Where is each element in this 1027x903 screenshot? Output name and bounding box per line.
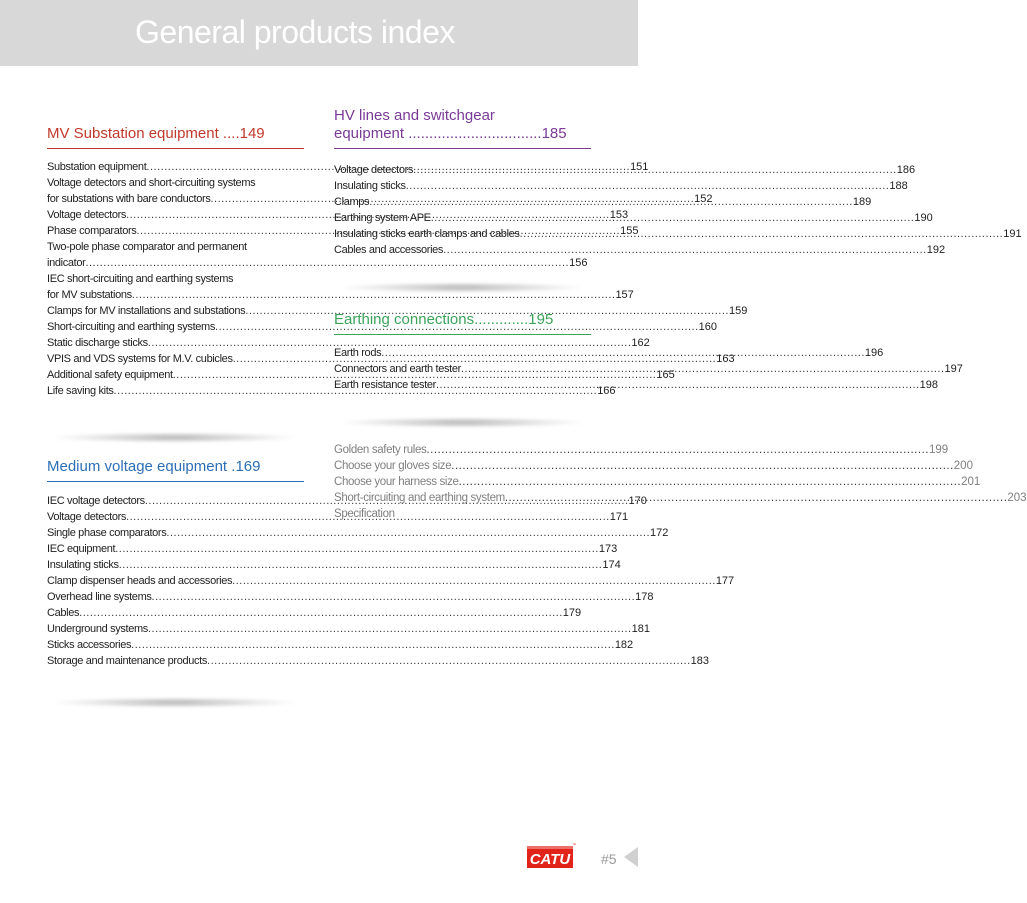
- index-entry-label: Single phase comparators: [47, 527, 167, 539]
- index-entry-label: for MV substations: [47, 289, 132, 301]
- section-title-hv-lines-line1[interactable]: HV lines and switchgear: [334, 107, 495, 124]
- dot-leader: [406, 178, 890, 194]
- dot-leader: [431, 210, 915, 226]
- index-entry[interactable]: [334, 178, 908, 194]
- dot-leader: [148, 621, 632, 637]
- index-entry-page: 191: [1003, 228, 1022, 240]
- index-entry-label: indicator: [47, 257, 86, 269]
- index-entry[interactable]: [47, 175, 304, 191]
- index-entry-page: 203: [1007, 492, 1027, 504]
- index-entry-page: 162: [631, 337, 650, 349]
- section-divider-shadow: [50, 434, 300, 441]
- index-entry-page: 177: [715, 575, 735, 587]
- index-entry[interactable]: [47, 653, 710, 669]
- index-entry-label: Insulating sticks earth clamps and cables: [334, 228, 520, 240]
- index-entry-label: Voltage detectors: [334, 164, 414, 176]
- index-entry[interactable]: [334, 458, 973, 474]
- section-divider-shadow: [337, 284, 587, 291]
- index-entry[interactable]: [47, 557, 621, 573]
- header-banner: [0, 0, 638, 66]
- index-entry-label: Insulating sticks: [47, 559, 119, 571]
- index-entry-label: Cables and accessories: [334, 244, 444, 256]
- index-entry[interactable]: [47, 271, 304, 287]
- index-entry-label: Phase comparators: [47, 225, 137, 237]
- index-entry-label: Earthing system APE: [334, 212, 431, 224]
- index-entry-label: Golden safety rules: [334, 444, 427, 456]
- page-title: General products index: [135, 14, 455, 50]
- dot-leader: [520, 226, 1004, 242]
- index-entry-label: Life saving kits: [47, 385, 114, 397]
- dot-leader: [426, 442, 929, 458]
- dot-leader: [79, 605, 563, 621]
- index-entry-label: Earth resistance tester: [334, 379, 436, 391]
- dot-leader: [505, 490, 1008, 506]
- index-entry-label: IEC equipment: [47, 543, 116, 555]
- section-title-hv-lines-line2[interactable]: equipment ................................185: [334, 125, 567, 142]
- index-entry[interactable]: [334, 474, 981, 490]
- index-entry-label: Voltage detectors: [47, 209, 127, 221]
- index-entry-label: Additional safety equipment: [47, 369, 173, 381]
- section-rule-medium-voltage: [47, 481, 304, 482]
- dot-leader: [207, 653, 691, 669]
- index-entry-label: Connectors and earth tester: [334, 363, 461, 375]
- index-entry-page: 198: [919, 379, 938, 391]
- index-entry-page: 157: [615, 289, 634, 301]
- section-rule-hv-lines: [334, 148, 591, 149]
- dot-leader: [131, 637, 615, 653]
- index-entry-page: 189: [852, 196, 872, 208]
- section-divider-shadow: [337, 419, 587, 426]
- index-entry-page: 166: [597, 385, 616, 397]
- index-entry[interactable]: [47, 303, 748, 319]
- index-entry[interactable]: [47, 621, 650, 637]
- index-entry-page: 197: [944, 363, 963, 375]
- index-entry-label: Sticks accessories: [47, 639, 132, 651]
- index-entry-page: 196: [864, 347, 884, 359]
- index-entry-page: 201: [961, 476, 981, 488]
- dot-leader: [115, 541, 599, 557]
- index-entry-page: 172: [650, 527, 669, 539]
- index-entry-page: 155: [620, 225, 639, 237]
- index-entry-page: 178: [635, 591, 654, 603]
- dot-leader: [166, 525, 650, 541]
- index-entry-label: Static discharge sticks: [47, 337, 148, 349]
- index-entry-page: 153: [609, 209, 629, 221]
- index-entry-page: 182: [614, 639, 634, 651]
- index-entry-page: 192: [926, 244, 946, 256]
- index-entry-page: 183: [690, 655, 710, 667]
- index-entry-label: VPIS and VDS systems for M.V. cubicles: [47, 353, 233, 365]
- section-rule-earthing: [334, 334, 591, 335]
- index-entry[interactable]: [334, 442, 949, 458]
- index-entry[interactable]: [334, 506, 591, 522]
- dot-leader: [152, 589, 636, 605]
- index-entry-label: Choose your gloves size: [334, 460, 452, 472]
- index-entry-page: 165: [656, 369, 675, 381]
- dot-leader: [413, 162, 897, 178]
- index-entry-label: IEC voltage detectors: [47, 495, 145, 507]
- index-entry[interactable]: [47, 239, 304, 255]
- index-entry-label: Substation equipment: [47, 161, 147, 173]
- svg-text:™: ™: [572, 842, 576, 847]
- index-entry[interactable]: [47, 255, 588, 271]
- index-entry-page: 190: [914, 212, 933, 224]
- index-entry-label: Insulating sticks: [334, 180, 406, 192]
- section-title-mv-substation[interactable]: MV Substation equipment ....149: [47, 125, 265, 142]
- index-entry[interactable]: [47, 605, 582, 621]
- index-entry-page: 170: [628, 495, 647, 507]
- index-entry[interactable]: [47, 335, 650, 351]
- index-entry[interactable]: [47, 589, 654, 605]
- dot-leader: [459, 474, 962, 490]
- index-entry-page: 179: [562, 607, 582, 619]
- index-entry-page: 186: [896, 164, 916, 176]
- index-entry-label: Clamps: [334, 196, 370, 208]
- dot-leader: [381, 345, 865, 361]
- index-entry[interactable]: [334, 242, 946, 258]
- index-entry-label: Storage and maintenance products: [47, 655, 208, 667]
- index-entry-page: 163: [716, 353, 735, 365]
- index-entry-label: Specification: [334, 508, 395, 520]
- index-entry-label: Earth rods: [334, 347, 382, 359]
- dot-leader: [436, 377, 920, 393]
- index-entry-page: 173: [598, 543, 618, 555]
- index-entry[interactable]: [47, 637, 634, 653]
- index-entry[interactable]: [47, 573, 735, 589]
- index-entry-page: 152: [694, 193, 713, 205]
- section-title-earthing[interactable]: Earthing connections.............195: [334, 311, 554, 328]
- index-entry[interactable]: [47, 287, 634, 303]
- index-entry-page: 156: [569, 257, 588, 269]
- index-entry-label: Cables: [47, 607, 80, 619]
- index-entry-label: Short-circuiting and earthing systems: [47, 321, 216, 333]
- section-rule-mv-substation: [47, 148, 304, 149]
- dot-leader: [443, 242, 927, 258]
- index-entry-page: 159: [728, 305, 748, 317]
- index-entry-label: Overhead line systems: [47, 591, 152, 603]
- index-entry-page: 151: [630, 161, 649, 173]
- dot-leader: [461, 361, 945, 377]
- dot-leader: [232, 573, 716, 589]
- index-entry-label: Underground systems: [47, 623, 148, 635]
- logo-text: CATU: [529, 851, 571, 868]
- dot-leader: [119, 557, 603, 573]
- index-entry-page: 199: [928, 444, 949, 456]
- index-entry[interactable]: [47, 541, 618, 557]
- index-entry-label: Short-circuiting and earthing system: [334, 492, 505, 504]
- index-entry-page: 160: [698, 321, 718, 333]
- index-entry-label: Clamps for MV installations and substations: [47, 305, 246, 317]
- index-entry-label: for substations with bare conductors: [47, 193, 211, 205]
- index-entry-label: IEC short-circuiting and earthing systems: [47, 273, 234, 285]
- index-entry-page: 171: [609, 511, 629, 523]
- index-entry-page: 174: [602, 559, 621, 571]
- page-corner-marker: [624, 847, 638, 867]
- index-entry-label: Voltage detectors: [47, 511, 127, 523]
- index-entry-page: 188: [889, 180, 908, 192]
- index-entry-label: Two-pole phase comparator and permanent: [47, 241, 247, 253]
- dot-leader: [369, 194, 853, 210]
- index-entry-label: Choose your harness size: [334, 476, 459, 488]
- section-title-medium-voltage[interactable]: Medium voltage equipment .169: [47, 458, 261, 475]
- index-entry-label: Clamp dispenser heads and accessories: [47, 575, 233, 587]
- index-entry-label: Voltage detectors and short-circuiting systems: [47, 177, 256, 189]
- index-entry-page: 181: [631, 623, 650, 635]
- index-entry-page: 200: [953, 460, 973, 472]
- section-divider-shadow: [50, 699, 300, 706]
- catu-logo: [525, 842, 575, 872]
- page-number: #5: [601, 851, 617, 867]
- index-entry[interactable]: [47, 525, 669, 541]
- dot-leader: [451, 458, 954, 474]
